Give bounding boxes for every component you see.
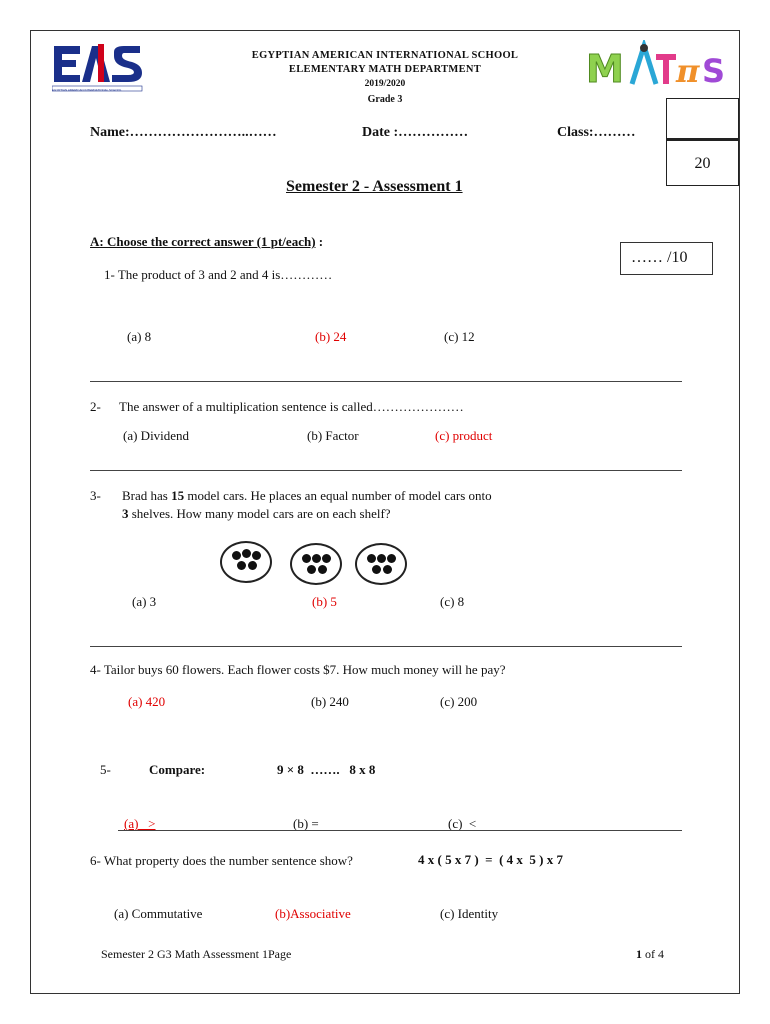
- car-dot: [307, 565, 316, 574]
- q4-option-c[interactable]: (c) 200: [440, 694, 478, 709]
- q5-option-c[interactable]: (c) <: [448, 816, 477, 831]
- total-score-value: 20: [694, 155, 711, 172]
- car-dot: [322, 554, 331, 563]
- school-name: EGYPTIAN AMERICAN INTERNATIONAL SCHOOL: [251, 50, 519, 61]
- q1-option-c[interactable]: (c) 12: [444, 329, 475, 344]
- q2-option-b[interactable]: (b) Factor: [307, 428, 359, 443]
- svg-text:M: M: [586, 47, 624, 91]
- q6-option-a[interactable]: (a) Commutative: [114, 906, 203, 921]
- car-group-2: [290, 543, 342, 585]
- car-dot: [248, 561, 257, 570]
- department-name: ELEMENTARY MATH DEPARTMENT: [288, 64, 482, 75]
- question-3-line-2: [122, 506, 391, 522]
- car-dot: [252, 551, 261, 560]
- question-2: The answer of a multiplication sentence is called…………………: [119, 399, 464, 414]
- q3-option-a[interactable]: (a) 3: [132, 594, 157, 609]
- q6-option-b[interactable]: (b)Associative: [275, 906, 351, 921]
- question-5-number: 5-: [100, 762, 111, 777]
- score-divider: [666, 138, 739, 141]
- maths-logo-icon: [584, 40, 730, 92]
- q3-text-c: shelves. How many model cars are on each shelf?: [128, 506, 391, 521]
- car-dot: [242, 549, 251, 558]
- q2-option-a[interactable]: (a) Dividend: [123, 428, 190, 443]
- q3-option-b[interactable]: (b) 5: [312, 594, 337, 609]
- question-6-expression: 4 x ( 5 x 7 ) = ( 4 x 5 ) x 7: [418, 852, 563, 867]
- divider-4: [118, 830, 682, 831]
- car-dot: [232, 551, 241, 560]
- school-year: 2019/2020: [364, 79, 406, 89]
- grade-label: Grade 3: [367, 94, 403, 105]
- school-logo: [52, 42, 144, 94]
- assessment-title: Semester 2 - Assessment 1: [286, 178, 463, 195]
- car-dot: [383, 565, 392, 574]
- section-a-score: …… /10: [631, 249, 688, 266]
- question-2-number: 2-: [90, 399, 101, 414]
- date-field[interactable]: Date :……………: [362, 125, 469, 140]
- car-dot: [237, 561, 246, 570]
- section-a-colon: :: [315, 234, 324, 249]
- divider-2: [90, 470, 682, 471]
- question-6: 6- What property does the number sentence show?: [90, 853, 353, 868]
- q3-text-b: model cars. He places an equal number of model cars onto: [184, 488, 492, 503]
- divider-1: [90, 381, 682, 382]
- question-5-expression: 9 × 8 ……. 8 x 8: [277, 762, 376, 777]
- q1-option-a[interactable]: (a) 8: [127, 329, 152, 344]
- total-score-box: [666, 98, 739, 186]
- q3-option-c[interactable]: (c) 8: [440, 594, 465, 609]
- car-group-3: [355, 543, 407, 585]
- car-dot: [302, 554, 311, 563]
- maths-logo: [584, 40, 730, 92]
- page-number: [636, 947, 664, 962]
- question-3-number: 3-: [90, 488, 101, 503]
- logo-tagline: EGYPTIAN AMERICAN INTERNATIONAL SCHOOL: [52, 88, 122, 92]
- svg-text:π: π: [676, 52, 700, 90]
- car-group-1: [220, 541, 272, 583]
- q3-number-15: 15: [171, 488, 185, 503]
- car-dot: [312, 554, 321, 563]
- question-3-line-1: [122, 488, 492, 504]
- divider-3: [90, 646, 682, 647]
- svg-text:S: S: [702, 52, 726, 90]
- footer-label: Semester 2 G3 Math Assessment 1Page: [101, 947, 292, 961]
- name-field[interactable]: Name:……………………..……: [90, 125, 277, 140]
- question-1: 1- The product of 3 and 2 and 4 is…………: [104, 267, 333, 282]
- question-5-label: Compare:: [149, 762, 206, 777]
- section-a-heading: [90, 234, 323, 250]
- section-a-score-box: [620, 242, 713, 275]
- q5-option-a[interactable]: (a) >: [124, 816, 156, 831]
- page-current: 1: [636, 947, 642, 961]
- section-a-instructions: A: Choose the correct answer (1 pt/each): [90, 234, 316, 249]
- page-total: of 4: [642, 947, 664, 961]
- car-dot: [377, 554, 386, 563]
- q6-option-c[interactable]: (c) Identity: [440, 906, 499, 921]
- q3-text-a: Brad has: [122, 488, 172, 503]
- q5-option-b[interactable]: (b) =: [293, 816, 319, 831]
- q3-number-3: 3: [122, 506, 129, 521]
- car-dot: [372, 565, 381, 574]
- car-dot: [318, 565, 327, 574]
- q1-option-b[interactable]: (b) 24: [315, 329, 347, 344]
- q2-option-c[interactable]: (c) product: [435, 428, 493, 443]
- car-dot: [367, 554, 376, 563]
- eais-logo-icon: [52, 42, 144, 94]
- car-dot: [387, 554, 396, 563]
- q4-option-b[interactable]: (b) 240: [311, 694, 349, 709]
- question-4: 4- Tailor buys 60 flowers. Each flower costs $7. How much money will he pay?: [90, 662, 506, 677]
- class-field[interactable]: Class:………: [557, 125, 636, 140]
- q4-option-a[interactable]: (a) 420: [128, 694, 166, 709]
